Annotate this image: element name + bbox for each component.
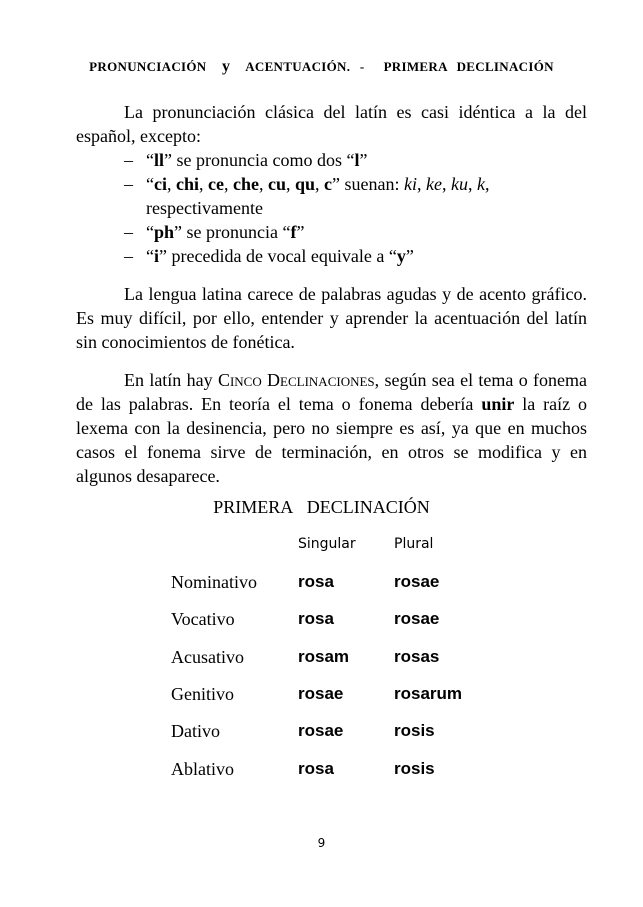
rule-c-sounds: – “ci, chi, ce, che, cu, qu, c” suenan: ki, ke, ku, k, respectivamente [124,172,587,220]
rule-ll: – “ll” se pronuncia como dos “l” [124,148,587,172]
table-row [0,647,643,673]
rule-i: – “i” precedida de vocal equivale a “y” [124,244,587,268]
declension-title: PRIMERA DECLINACIÓN [213,497,430,517]
table-row [0,759,643,785]
page-number: 9 [317,836,326,850]
header-title-part3: PRIMERA DECLINACIÓN [383,59,554,74]
intro-paragraph: La pronunciación clásica del latín es casi idéntica a la del español, excepto: [76,102,587,146]
header-title-part1: PRONUNCIACIÓN [89,59,207,74]
table-row [0,609,643,635]
table-row [0,572,643,598]
plural-form: rosae [394,572,440,591]
plural-form: rosae [394,609,440,628]
page-header [0,58,643,76]
case-name: Nominativo [171,572,257,592]
plural-form: rosis [394,759,435,778]
plural-form: rosarum [394,684,463,703]
plural-form: rosas [394,647,440,666]
table-row [0,684,643,710]
singular-form: rosa [298,759,334,778]
case-name: Ablativo [171,759,234,779]
singular-form: rosam [298,647,350,666]
case-name: Genitivo [171,684,234,704]
case-name: Vocativo [171,609,235,629]
accent-paragraph: La lengua latina carece de palabras agudas y de acento gráfico. Es muy difícil, por ello, entender y aprender la acentuación del latín sin conocimientos de fonética. [76,284,587,352]
plural-form: rosis [394,721,435,740]
singular-form: rosae [298,721,344,740]
singular-form: rosa [298,609,334,628]
case-name: Dativo [171,721,220,741]
plural-header: Plural [394,536,434,552]
singular-header: Singular [298,536,356,552]
rule-ph: – “ph” se pronuncia “f” [124,220,587,244]
table-row [0,721,643,747]
singular-form: rosae [298,684,344,703]
body-text [76,100,587,488]
case-name: Acusativo [171,647,244,667]
declensions-paragraph: En latín hay Cinco Declinaciones, según sea el tema o fonema de las palabras. En teoría el tema o fonema debería unir la raíz o lexema con la desinencia, pero no siempre es así, ya que en muchos casos el fonema sirve de terminación, en otros se modifica y en algunos desaparece. [76,370,587,486]
header-title-part2: ACENTUACIÓN. - [245,59,365,74]
singular-form: rosa [298,572,334,591]
pronunciation-rules-list [76,148,587,268]
header-conjunction: y [222,58,231,75]
